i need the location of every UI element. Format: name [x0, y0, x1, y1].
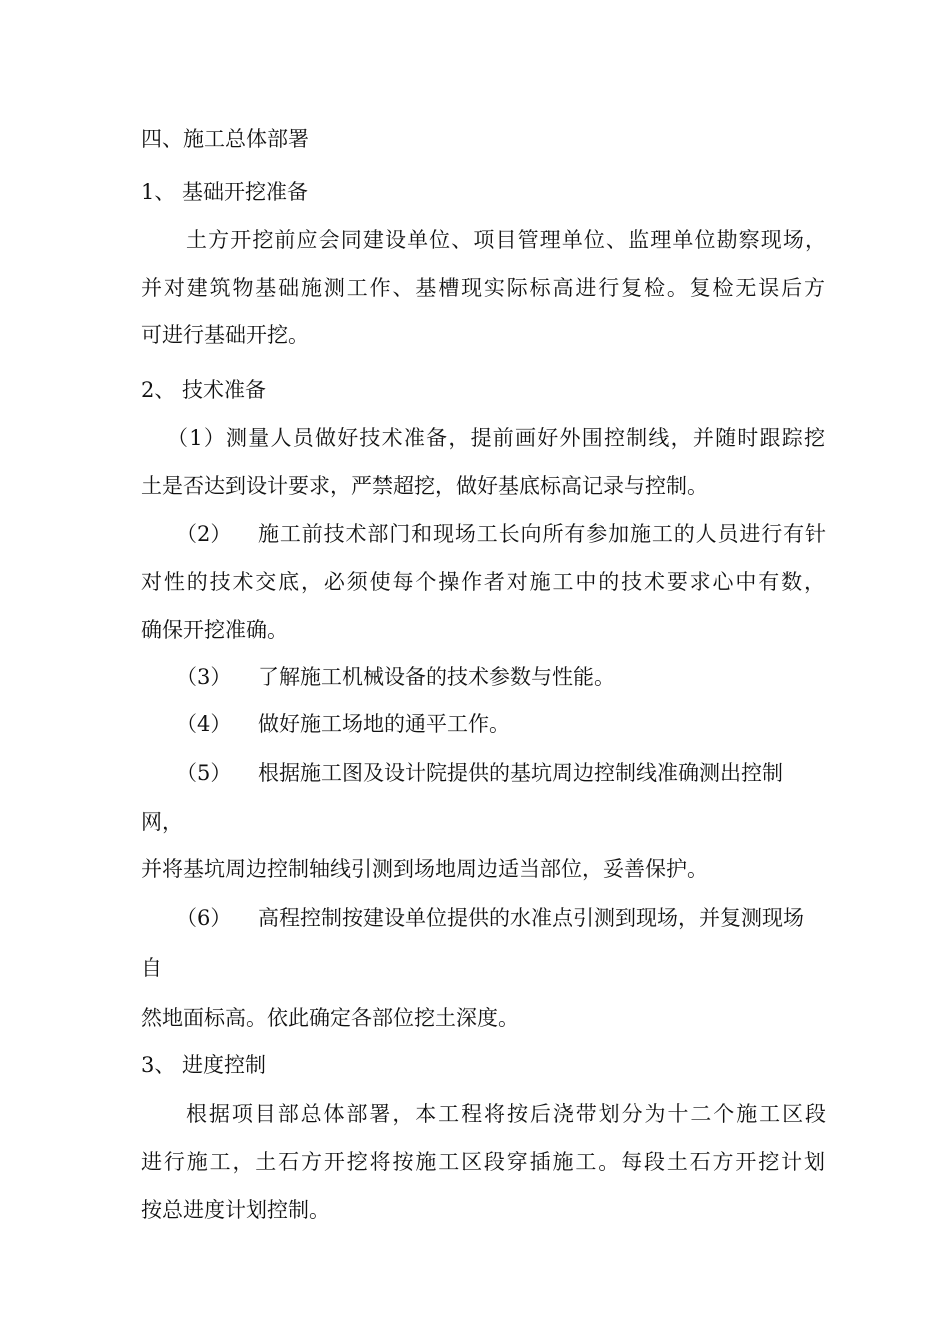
- s2-item1-line-1: （1）测量人员做好技术准备，提前画好外围控制线，并随时跟踪挖: [167, 426, 825, 450]
- s2-item5-number: （5）: [176, 761, 232, 785]
- s1-line-2: 并对建筑物基础施测工作、基槽现实际标高进行复检。复检无误后方: [141, 276, 825, 300]
- s2-item4-number: （4）: [176, 712, 232, 736]
- s2-item5-line-2: 网，: [141, 810, 183, 834]
- s2-item5-text: 根据施工图及设计院提供的基坑周边控制线准确测出控制: [258, 761, 783, 785]
- s1-heading: 1、 基础开挖准备: [141, 180, 309, 204]
- s2-item3-number: （3）: [176, 665, 232, 689]
- s2-item2-number: （2）: [176, 522, 232, 546]
- s2-item1-line-2: 土是否达到设计要求，严禁超挖，做好基底标高记录与控制。: [141, 474, 708, 498]
- s2-item3-text: 了解施工机械设备的技术参数与性能。: [258, 665, 615, 689]
- s2-item6-line-2: 自: [141, 956, 162, 980]
- s2-heading: 2、 技术准备: [141, 378, 267, 402]
- s2-item4-text: 做好施工场地的通平工作。: [258, 712, 510, 736]
- s3-line-1: 根据项目部总体部署，本工程将按后浇带划分为十二个施工区段: [186, 1102, 826, 1126]
- s3-line-2: 进行施工，土石方开挖将按施工区段穿插施工。每段土石方开挖计划: [141, 1150, 825, 1174]
- s1-line-3: 可进行基础开挖。: [141, 323, 309, 347]
- s1-line-1: 土方开挖前应会同建设单位、项目管理单位、监理单位勘察现场，: [186, 228, 826, 252]
- s2-item6-text: 高程控制按建设单位提供的水准点引测到现场，并复测现场: [258, 906, 804, 930]
- s2-item2-text: 施工前技术部门和现场工长向所有参加施工的人员进行有针: [258, 522, 826, 546]
- s2-item6-line-3: 然地面标高。依此确定各部位挖土深度。: [141, 1006, 519, 1030]
- s2-item2-line-3: 确保开挖准确。: [141, 618, 288, 642]
- s2-item5-line-3: 并将基坑周边控制轴线引测到场地周边适当部位，妥善保护。: [141, 857, 708, 881]
- section-title: 四、施工总体部署: [141, 127, 309, 151]
- s3-line-3: 按总进度计划控制。: [141, 1198, 330, 1222]
- s2-item6-number: （6）: [176, 906, 232, 930]
- s3-heading: 3、 进度控制: [141, 1053, 267, 1077]
- s2-item2-line-2: 对性的技术交底，必须使每个操作者对施工中的技术要求心中有数，: [141, 570, 825, 594]
